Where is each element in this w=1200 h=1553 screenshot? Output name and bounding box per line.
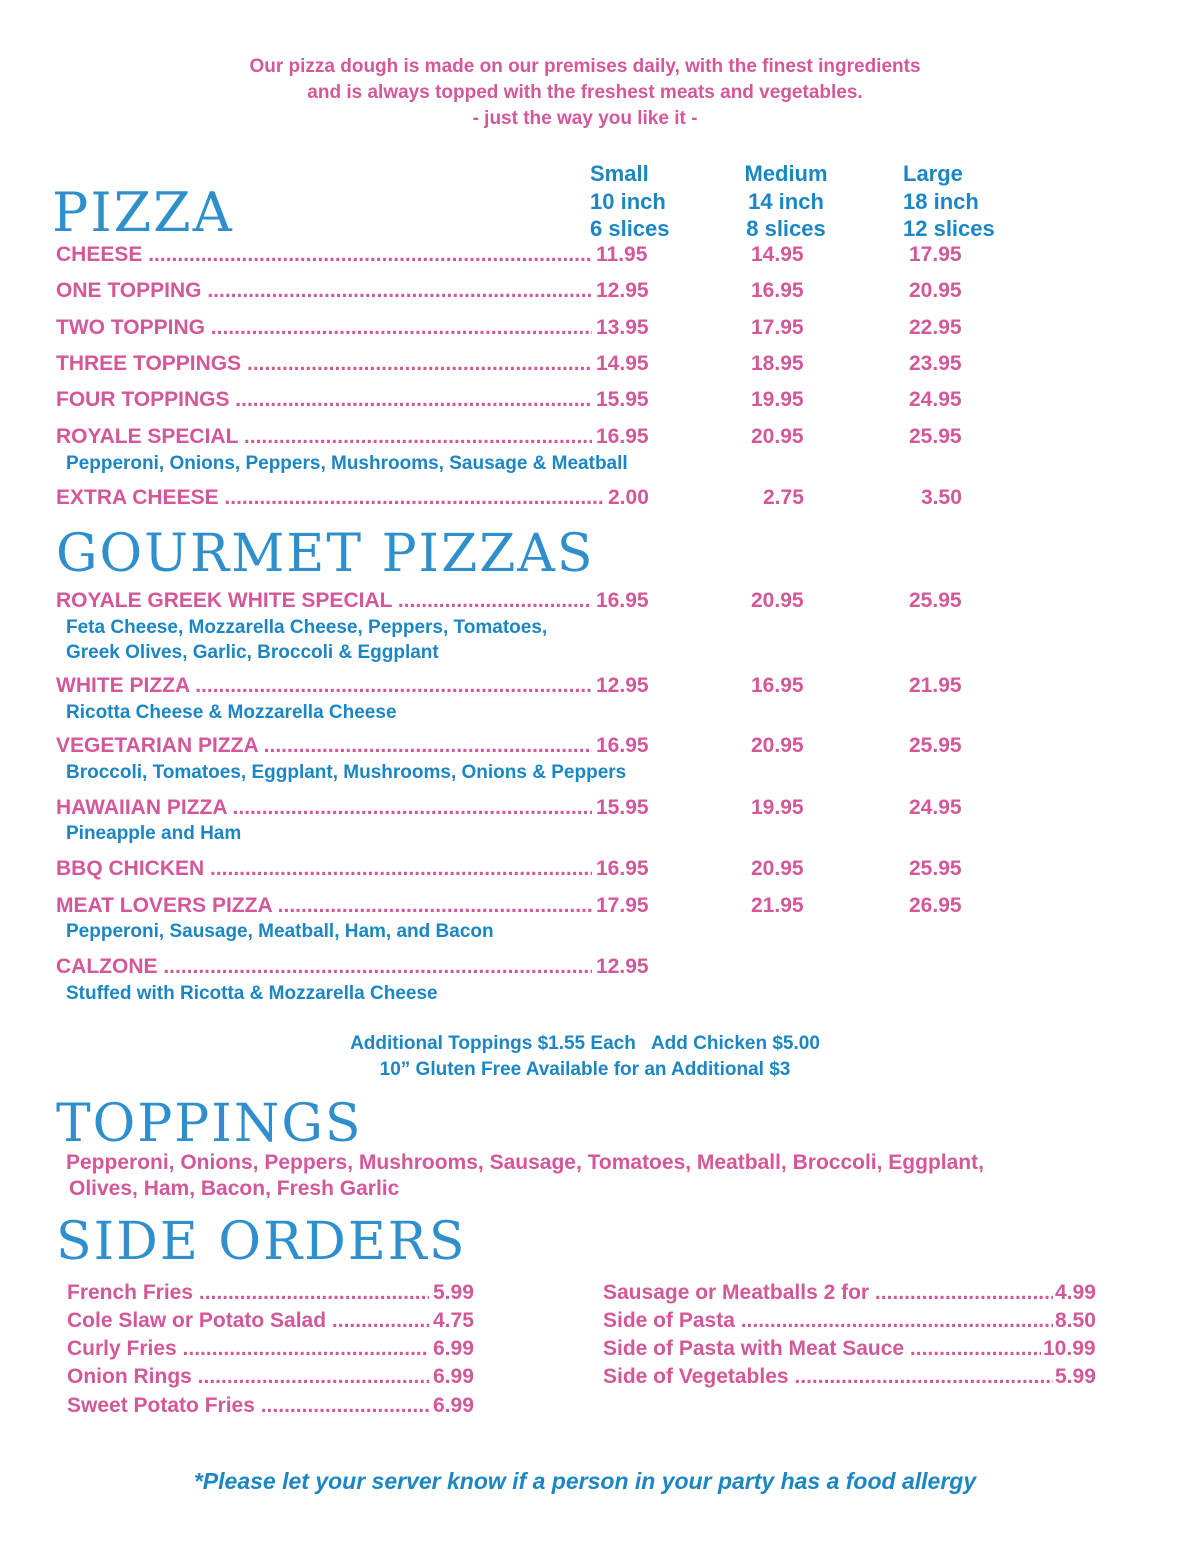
menu-item-name: THREE TOPPINGS .....	[56, 351, 592, 377]
size-inches: 18 inch	[903, 188, 979, 214]
price-medium: 20.95	[751, 857, 804, 880]
price-large: 25.95	[909, 857, 962, 880]
menu-item-description: Feta Cheese, Mozzarella Cheese, Peppers, Tomatoes,	[66, 617, 548, 638]
menu-item-name: TWO TOPPING .....	[56, 315, 592, 341]
price-large: 23.95	[909, 352, 962, 375]
price-large: 22.95	[909, 316, 962, 339]
side-item-price: 5.99	[1055, 1365, 1096, 1388]
price-medium: 19.95	[751, 388, 804, 411]
side-item-price: 8.50	[1055, 1309, 1096, 1332]
price-medium: 21.95	[751, 894, 804, 917]
price-small: 15.95	[596, 388, 649, 411]
side-item-price: 6.99	[433, 1394, 474, 1417]
side-item-price: 6.99	[433, 1337, 474, 1360]
side-item-name: Sausage or Meatballs 2 for .....	[603, 1280, 1053, 1306]
price-small: 15.95	[596, 796, 649, 819]
price-medium: 14.95	[751, 243, 804, 266]
price-medium: 18.95	[751, 352, 804, 375]
price-medium: 20.95	[751, 425, 804, 448]
side-item-name: Side of Vegetables .....	[603, 1364, 1053, 1390]
side-item-name: Side of Pasta with Meat Sauce .....	[603, 1336, 1041, 1362]
menu-item-name: ROYALE SPECIAL .....	[56, 424, 592, 450]
price-small: 13.95	[596, 316, 649, 339]
side-item-price: 4.99	[1055, 1281, 1096, 1304]
menu-item-name: CALZONE .....	[56, 954, 592, 980]
menu-item-name: FOUR TOPPINGS .....	[56, 387, 592, 413]
gluten-free-note: 10” Gluten Free Available for an Additional $3	[379, 1059, 791, 1080]
size-slices: 8 slices	[746, 216, 826, 241]
side-item-price: 10.99	[1043, 1337, 1096, 1360]
side-item-name: Sweet Potato Fries .....	[67, 1393, 429, 1419]
additional-notes	[0, 1031, 1170, 1083]
price-medium: 19.95	[751, 796, 804, 819]
menu-item-name: BBQ CHICKEN .....	[56, 856, 592, 882]
price-large: 21.95	[909, 674, 962, 697]
toppings-section-title: TOPPINGS	[56, 1094, 363, 1154]
price-medium: 20.95	[751, 734, 804, 757]
side-item-price: 6.99	[433, 1365, 474, 1388]
price-medium: 20.95	[751, 589, 804, 612]
price-small: 17.95	[596, 894, 649, 917]
price-medium: 2.75	[763, 486, 804, 509]
price-medium: 16.95	[751, 279, 804, 302]
menu-item-name: ONE TOPPING .....	[56, 278, 592, 304]
menu-item-name: CHEESE .....	[56, 242, 592, 268]
size-name: Medium	[744, 161, 828, 186]
size-name: Large	[903, 161, 963, 186]
size-slices: 12 slices	[903, 216, 995, 241]
side-item-name: Onion Rings .....	[67, 1364, 429, 1390]
price-large: 24.95	[909, 388, 962, 411]
toppings-line-1: Pepperoni, Onions, Peppers, Mushrooms, Sausage, Tomatoes, Meatball, Broccoli, Eggplant,	[66, 1151, 984, 1174]
size-inches: 10 inch	[590, 188, 666, 214]
side-item-name: Side of Pasta .....	[603, 1308, 1053, 1334]
price-small: 16.95	[596, 425, 649, 448]
price-small: 16.95	[596, 734, 649, 757]
price-large: 20.95	[909, 279, 962, 302]
toppings-list	[66, 1150, 984, 1202]
menu-item-description: Pineapple and Ham	[66, 823, 242, 844]
allergy-notice: *Please let your server know if a person in your party has a food allergy	[193, 1468, 977, 1494]
price-small: 12.95	[596, 279, 649, 302]
price-large: 26.95	[909, 894, 962, 917]
menu-item-name: WHITE PIZZA .....	[56, 673, 592, 699]
size-header-medium	[741, 160, 831, 243]
side-item-name: Curly Fries .....	[67, 1336, 429, 1362]
price-small: 16.95	[596, 857, 649, 880]
toppings-line-2: Olives, Ham, Bacon, Fresh Garlic	[69, 1177, 400, 1200]
menu-item-name: HAWAIIAN PIZZA .....	[56, 795, 592, 821]
size-slices: 6 slices	[590, 216, 670, 241]
menu-item-description: Broccoli, Tomatoes, Eggplant, Mushrooms, Onions & Peppers	[66, 762, 627, 783]
price-small: 16.95	[596, 589, 649, 612]
menu-item-name: ROYALE GREEK WHITE SPECIAL .....	[56, 588, 592, 614]
intro-line-1: Our pizza dough is made on our premises daily, with the finest ingredients	[249, 56, 921, 77]
side-item-price: 4.75	[433, 1309, 474, 1332]
menu-item-description: Stuffed with Ricotta & Mozzarella Cheese	[66, 983, 438, 1004]
price-large: 25.95	[909, 589, 962, 612]
intro-line-2: and is always topped with the freshest meats and vegetables.	[307, 82, 863, 103]
price-medium: 16.95	[751, 674, 804, 697]
price-small: 14.95	[596, 352, 649, 375]
price-large: 25.95	[909, 425, 962, 448]
side-item-name: Cole Slaw or Potato Salad .....	[67, 1308, 429, 1334]
size-inches: 14 inch	[748, 188, 824, 214]
menu-item-description: Greek Olives, Garlic, Broccoli & Eggplant	[66, 642, 439, 663]
price-large: 24.95	[909, 796, 962, 819]
intro-line-3: - just the way you like it -	[472, 108, 698, 129]
menu-item-name: MEAT LOVERS PIZZA .....	[56, 893, 592, 919]
toppings-chicken-note: Additional Toppings $1.55 Each Add Chicken $5.00	[350, 1033, 820, 1054]
side-item-price: 5.99	[433, 1281, 474, 1304]
menu-item-description: Pepperoni, Sausage, Meatball, Ham, and Bacon	[66, 921, 494, 942]
price-small: 11.95	[596, 243, 648, 266]
side-item-name: French Fries .....	[67, 1280, 429, 1306]
price-large: 3.50	[921, 486, 962, 509]
price-small: 12.95	[596, 674, 649, 697]
price-medium: 17.95	[751, 316, 804, 339]
menu-item-description: Pepperoni, Onions, Peppers, Mushrooms, Sausage & Meatball	[66, 453, 628, 474]
menu-item-description: Ricotta Cheese & Mozzarella Cheese	[66, 702, 397, 723]
intro-text	[0, 54, 1170, 132]
price-small: 2.00	[608, 486, 649, 509]
size-header-large	[903, 160, 995, 243]
price-large: 25.95	[909, 734, 962, 757]
size-header-small	[590, 160, 670, 243]
gourmet-section-title: GOURMET PIZZAS	[56, 524, 595, 584]
price-small: 12.95	[596, 955, 649, 978]
side-orders-section-title: SIDE ORDERS	[56, 1212, 467, 1272]
price-large: 17.95	[909, 243, 962, 266]
pizza-section-title: PIZZA	[52, 181, 234, 244]
size-name: Small	[590, 161, 649, 186]
menu-item-name: VEGETARIAN PIZZA .....	[56, 733, 592, 759]
menu-item-name: EXTRA CHEESE .....	[56, 485, 604, 511]
